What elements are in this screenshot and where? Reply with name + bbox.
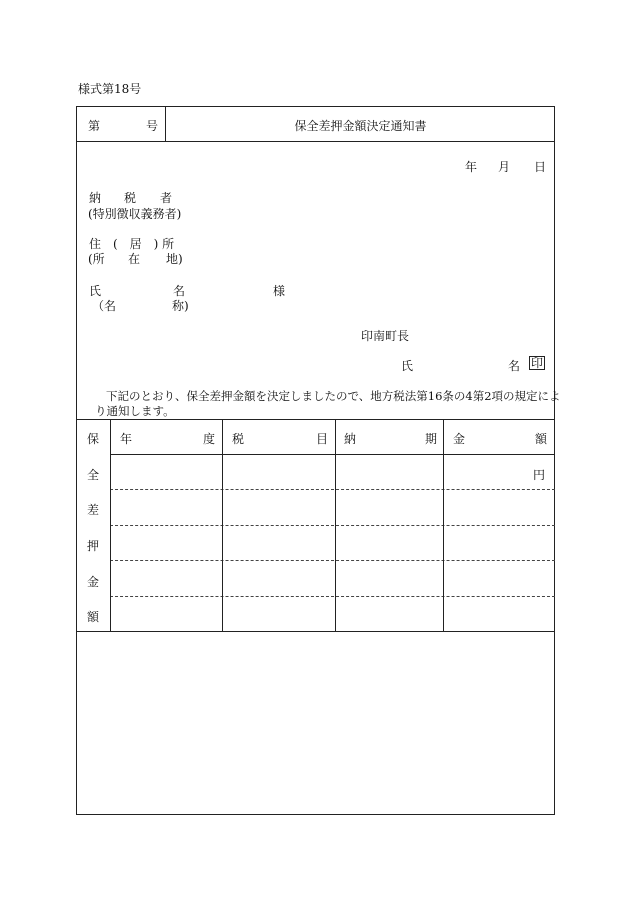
side-label-char: 保: [86, 432, 99, 446]
header-divider: [76, 141, 555, 142]
table-col-divider: [443, 419, 444, 631]
header-year-a: 年: [120, 432, 133, 446]
date-month: 月: [498, 160, 511, 174]
date-day: 日: [534, 160, 547, 174]
taxpayer-char-2: 税: [124, 191, 137, 205]
date-year: 年: [465, 160, 478, 174]
form-number: 様式第18号: [78, 82, 142, 96]
address-label: 住 ( 居 ) 所: [89, 237, 175, 251]
issuer-name-char-2: 名: [508, 359, 521, 373]
honorific-sama: 様: [273, 284, 286, 298]
name-note-2: 称): [172, 299, 189, 313]
taxpayer-note: (特別徴収義務者): [88, 207, 182, 221]
name-char-1: 氏: [89, 284, 102, 298]
table-row-divider: [110, 596, 555, 597]
header-taxitem-b: 目: [316, 432, 329, 446]
yen-unit: 円: [533, 468, 546, 482]
taxpayer-char-1: 納: [89, 191, 102, 205]
table-col-divider: [222, 419, 223, 631]
header-period-a: 納: [344, 432, 357, 446]
side-label-char: 差: [86, 503, 99, 517]
body-text-line-1: 下記のとおり、保全差押金額を決定しましたので、地方税法第16条の4第2項の規定によ: [106, 389, 561, 403]
table-row-divider: [110, 560, 555, 561]
header-amount-a: 金: [453, 432, 466, 446]
taxpayer-char-3: 者: [160, 191, 173, 205]
header-period-b: 期: [425, 432, 438, 446]
issuer-title: 印南町長: [361, 329, 410, 343]
document-title: 保全差押金額決定通知書: [294, 119, 427, 133]
side-label-char: 押: [86, 539, 99, 553]
address-note-3: 地): [166, 252, 183, 266]
side-label-char: 金: [86, 575, 99, 589]
table-bottom-border: [76, 631, 555, 632]
number-dai: 第: [88, 119, 101, 133]
table-row-divider: [110, 525, 555, 526]
issuer-name-char-1: 氏: [401, 359, 414, 373]
table-col-divider: [110, 419, 111, 631]
side-label-char: 全: [86, 468, 99, 482]
name-note-1: （名: [92, 299, 117, 313]
table-col-divider: [335, 419, 336, 631]
number-go: 号: [146, 119, 159, 133]
table-header-bottom: [110, 454, 555, 455]
body-text-line-2: り通知します。: [95, 404, 175, 418]
seal-mark: 印: [531, 356, 544, 370]
header-taxitem-a: 税: [232, 432, 245, 446]
address-note-1: (所: [88, 252, 105, 266]
table-top-border: [76, 419, 555, 420]
official-seal: [529, 356, 545, 370]
address-note-2: 在: [128, 252, 141, 266]
name-char-2: 名: [173, 284, 186, 298]
header-year-b: 度: [203, 432, 216, 446]
side-label-char: 額: [86, 610, 99, 624]
table-row-divider: [110, 489, 555, 490]
header-amount-b: 額: [535, 432, 548, 446]
